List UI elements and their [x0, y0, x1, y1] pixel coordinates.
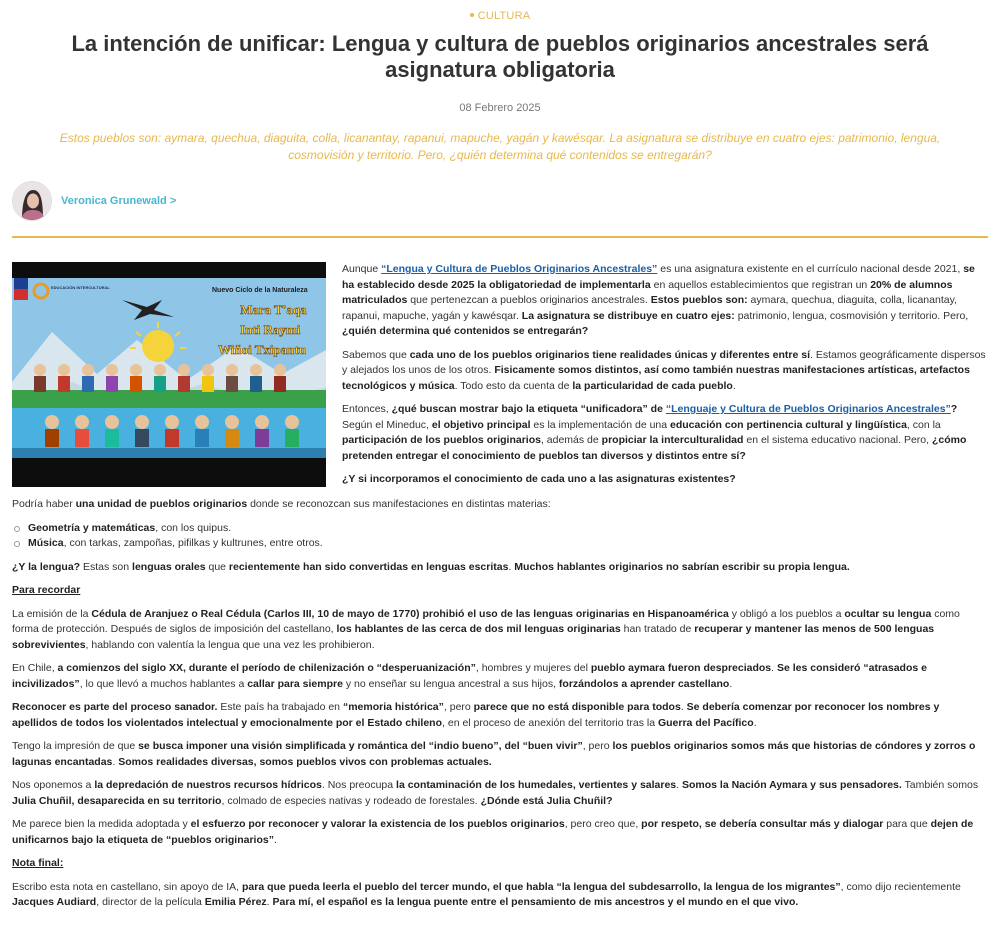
- bold-text: se busca imponer una visión simplificada y romántica del “indio bueno”, del “buen vivir”: [138, 740, 583, 752]
- bold-text: Guerra del Pacífico: [657, 716, 754, 729]
- bold-text: callar para siempre: [247, 677, 343, 690]
- publish-date: 08 Febrero 2025: [459, 102, 541, 114]
- paragraph-question: [342, 472, 987, 488]
- bold-text: para que pueda leerla el pueblo del tercer mundo, el que habla “la lengua del subdesarrollo, la lengua de los migrantes”: [241, 880, 841, 893]
- text-run: que: [205, 560, 229, 573]
- hero-line-3: Wiñoi Txipantu: [218, 342, 307, 357]
- text-run: .: [771, 662, 777, 674]
- text-run: Entonces,: [342, 403, 392, 415]
- bold-text: la particularidad de cada pueblo: [572, 379, 733, 392]
- intro-column: [342, 262, 987, 496]
- bold-text: La asignatura se distribuye en cuatro ejes:: [521, 309, 735, 322]
- article-lead: Estos pueblos son: aymara, quechua, diaguita, colla, licanantay, rapanui, mapuche, yagán y kawésqar. La asignatura se distribuye en cuatro ejes: patrimonio, lengua, cosmovisión y territorio. Pero, ¿quién determina qué contenidos se entregarán?: [59, 131, 941, 162]
- text-run: , con la: [906, 418, 941, 431]
- text-run: , además de: [540, 434, 602, 446]
- bold-text: por respeto, se debería consultar más y dialogar: [641, 818, 884, 830]
- text-run: Escribo esta nota en castellano, sin apoyo de IA,: [12, 880, 242, 893]
- text-run: Nos oponemos a: [12, 779, 95, 791]
- bold-text: se ha establecido desde 2025 la obligatoriedad de implementarla: [342, 263, 975, 291]
- text-run: , colmado de especies nativas y rodeado de forestales.: [221, 794, 481, 807]
- bold-text: recuperar y mantener las menos de 500 lenguas sobrevivientes: [12, 623, 935, 651]
- paragraph-oppose: [12, 778, 987, 809]
- bold-text: propiciar la interculturalidad: [601, 434, 744, 446]
- text-run: .: [508, 560, 515, 573]
- text-run: , pero creo que,: [564, 818, 642, 830]
- text-run: , hablando con valentía la lengua que una vez les prohibieron.: [85, 638, 375, 651]
- bold-text: Muchos hablantes originarios no sabrían escribir su propia lengua.: [514, 560, 850, 573]
- bold-text: Jacques Audiard: [12, 896, 97, 908]
- text-run: .: [676, 779, 682, 791]
- hero-line-2: Inti Raymi: [240, 322, 301, 337]
- bold-text: Música: [28, 537, 64, 549]
- author-name-link[interactable]: Veronica Grunewald >: [61, 195, 177, 207]
- bold-text: Geometría y matemáticas: [28, 521, 156, 534]
- bold-text: Para mí, el español es la lengua puente entre el pensamiento de mis ancestros y el mundo en el que vivo.: [272, 896, 799, 908]
- text-run: Tengo la impresión de que: [12, 740, 139, 752]
- text-run: .: [680, 701, 687, 713]
- paragraph-recognize: [12, 700, 987, 731]
- bold-text: Reconocer es parte del proceso sanador.: [12, 701, 218, 713]
- article-hero-image: [12, 262, 326, 487]
- article-title: La intención de unificar: Lengua y cultura de pueblos originarios ancestrales será asignatura obligatoria: [71, 31, 929, 82]
- header-divider: [12, 236, 988, 238]
- bold-text: Somos la Nación Aymara y sus pensadores.: [682, 779, 902, 791]
- text-run: en aquellos establecimientos que registran un: [650, 278, 871, 291]
- text-run: y obligó a los pueblos a: [728, 607, 845, 620]
- bold-text: la depredación de nuestros recursos hídricos: [94, 779, 322, 791]
- bold-text: forzándolos a aprender castellano: [558, 677, 730, 690]
- bold-text: ¿qué buscan mostrar bajo la etiqueta “unificadora” de: [391, 403, 666, 415]
- text-run: También somos: [901, 779, 979, 791]
- bold-text: ¿Y la lengua?: [12, 560, 81, 573]
- bold-text: el objetivo principal: [431, 418, 531, 431]
- paragraph-mineduc: [342, 402, 987, 464]
- bold-text: ¿Y si incorporamos el conocimiento de cada uno a las asignaturas existentes?: [342, 473, 736, 485]
- text-run: donde se reconozcan sus manifestaciones en distintas materias:: [247, 498, 551, 510]
- bold-text: los pueblos originarios somos más que historias de cóndores y zorros o lagunas encantadas: [12, 740, 976, 768]
- bold-text: a comienzos del siglo XX, durante el período de chilenización o “desperuanización”: [57, 662, 476, 674]
- text-run: .: [753, 716, 757, 729]
- text-run: .: [729, 677, 733, 690]
- text-run: como forma de protección. Después de siglos de imposición del castellano,: [12, 607, 960, 635]
- bold-text: recientemente han sido convertidas en lenguas escritas: [228, 560, 509, 573]
- bold-text: los hablantes de las cerca de dos mil lenguas originarias: [336, 623, 621, 635]
- text-run: y no enseñar su lengua ancestral a sus hijos,: [342, 677, 559, 690]
- text-run: aymara, quechua, diaguita, colla, licanantay, rapanui, mapuche, yagán y kawésqar.: [342, 294, 957, 322]
- text-run: , pero: [443, 701, 474, 713]
- bold-text: Fisicamente somos distintos, así como también nuestras manifestaciones artísticas, artefactos tecnológicos y música: [342, 364, 970, 392]
- avatar-portrait-icon: [13, 182, 51, 220]
- inline-link[interactable]: “Lenguaje y Cultura de Pueblos Originarios Ancestrales”: [665, 403, 951, 415]
- bold-text: 20% de alumnos matriculados: [342, 278, 953, 306]
- paragraph-opinion: [12, 817, 987, 848]
- category-dot-icon: [470, 13, 474, 17]
- bold-text: la contaminación de los humedales, vertientes y salares: [396, 779, 677, 791]
- text-run: .: [273, 833, 277, 846]
- text-run: , con los quipus.: [155, 521, 232, 534]
- bold-text: Cédula de Aranjuez o Real Cédula (Carlos III, 10 de mayo de 1770) prohibió el uso de las lenguas originarias en Hispanoamérica: [91, 607, 729, 620]
- paragraph-final: [12, 880, 987, 911]
- bold-text: ?: [950, 403, 958, 415]
- bold-text: ocultar su lengua: [844, 607, 932, 620]
- inline-link[interactable]: “Lengua y Cultura de Pueblos Originarios Ancestrales”: [381, 263, 658, 275]
- bold-text: “memoria histórica”: [342, 701, 444, 713]
- text-run: . Todo esto da cuenta de: [454, 379, 573, 392]
- subheading-text: Para recordar: [12, 584, 81, 596]
- bold-text: dejen de unificarnos bajo la etiqueta de “pueblos originarios”: [12, 818, 974, 846]
- paragraph-realities: [342, 348, 987, 395]
- paragraph-impression: [12, 739, 987, 770]
- author-block[interactable]: [12, 181, 176, 221]
- text-run: . Nos preocupa: [321, 779, 397, 791]
- text-run: es la implementación de una: [530, 418, 671, 431]
- text-run: Según el Mineduc,: [342, 418, 432, 431]
- bold-text: Julia Chuñil, desaparecida en su territorio: [12, 794, 222, 807]
- text-run: . Estamos geográficamente dispersos y alejados los unos de los otros.: [342, 348, 986, 376]
- text-run: .: [732, 379, 736, 392]
- text-run: , en el proceso de anexión del territorio tras la: [442, 716, 658, 729]
- bold-text: Emilia Pérez: [204, 896, 267, 908]
- text-run: Sabemos que: [342, 348, 410, 361]
- bold-text: participación de los pueblos originarios: [342, 434, 541, 446]
- bold-text: lenguas orales: [132, 560, 206, 573]
- bold-text: parece que no está disponible para todos: [473, 701, 681, 713]
- text-run: , hombres y mujeres del: [475, 662, 591, 674]
- paragraph-language: [12, 560, 987, 576]
- bold-text: Estos pueblos son:: [650, 294, 748, 306]
- bold-text: Somos realidades diversas, somos pueblos vivos con problemas actuales.: [118, 755, 492, 768]
- text-run: En Chile,: [12, 662, 58, 674]
- bold-text: cada uno de los pueblos originarios tiene realidades únicas y diferentes entre sí: [409, 348, 811, 361]
- text-run: , pero: [582, 740, 613, 752]
- bold-text: el esfuerzo por reconocer y valorar la existencia de los pueblos originarios: [190, 818, 565, 830]
- subheading-final-note: [12, 856, 987, 872]
- list-item: [12, 536, 987, 552]
- text-run: que pertenezcan a pueblos originarios ancestrales.: [407, 294, 651, 306]
- subheading-text: Nota final:: [12, 857, 64, 869]
- text-run: Me parece bien la medida adoptada y: [12, 818, 191, 830]
- subheading-remember: [12, 583, 987, 599]
- paragraph-unit: [12, 497, 987, 513]
- paragraph-chile: [12, 661, 987, 692]
- bold-text: pueblo aymara fueron despreciados: [590, 662, 772, 674]
- paragraph-cedula: [12, 607, 987, 654]
- text-run: .: [266, 896, 273, 908]
- hero-illustration: [12, 262, 326, 487]
- hero-heading: Nuevo Ciclo de la Naturaleza: [212, 287, 308, 294]
- text-run: , con tarkas, zampoñas, pifilkas y kultrunes, entre otros.: [63, 537, 323, 549]
- text-run: han tratado de: [620, 623, 695, 635]
- bold-text: educación con pertinencia cultural y lingüística: [670, 418, 907, 431]
- bold-text: ¿Dónde está Julia Chuñil?: [480, 794, 613, 807]
- text-run: .: [112, 755, 119, 768]
- author-avatar[interactable]: [12, 181, 52, 221]
- text-run: Este país ha trabajado en: [217, 701, 343, 713]
- subjects-list: [12, 521, 987, 552]
- text-run: Podría haber: [12, 498, 76, 510]
- text-run: La emisión de la: [12, 607, 92, 620]
- text-run: patrimonio, lengua, cosmovisión y territorio. Pero,: [734, 309, 969, 322]
- paragraph-intro: [342, 262, 987, 340]
- text-run: Estas son: [80, 560, 133, 573]
- category-label[interactable]: [0, 10, 1000, 22]
- hero-logo-text: EDUCACIÓN INTERCULTURAL: [51, 285, 110, 290]
- bold-text: ¿cómo pretenden entregar el conocimiento de pueblos tan diversos y distintos entre sí?: [342, 434, 967, 462]
- bold-text: una unidad de pueblos originarios: [75, 498, 248, 510]
- category-text: CULTURA: [477, 10, 531, 22]
- text-run: , lo que llevó a muchos hablantes a: [79, 677, 248, 690]
- hero-line-1: Mara T'aqa: [240, 302, 307, 317]
- text-run: Aunque: [342, 263, 382, 275]
- bold-text: Se debería comenzar por reconocer los nombres y apellidos de todos los violentados intelectual y emocionalmente por el Estado chileno: [12, 701, 940, 729]
- list-item: [12, 521, 987, 537]
- bold-text: ¿quién determina qué contenidos se entregarán?: [342, 325, 589, 337]
- article-body: [12, 497, 987, 919]
- bold-text: Se les consideró “atrasados e incivilizados”: [12, 662, 927, 690]
- text-run: es una asignatura existente en el currículo nacional desde 2021,: [657, 263, 964, 275]
- text-run: , director de la película: [96, 896, 205, 908]
- text-run: para que: [883, 818, 931, 830]
- text-run: , como dijo recientemente: [840, 880, 961, 893]
- text-run: en el sistema educativo nacional. Pero,: [743, 434, 932, 446]
